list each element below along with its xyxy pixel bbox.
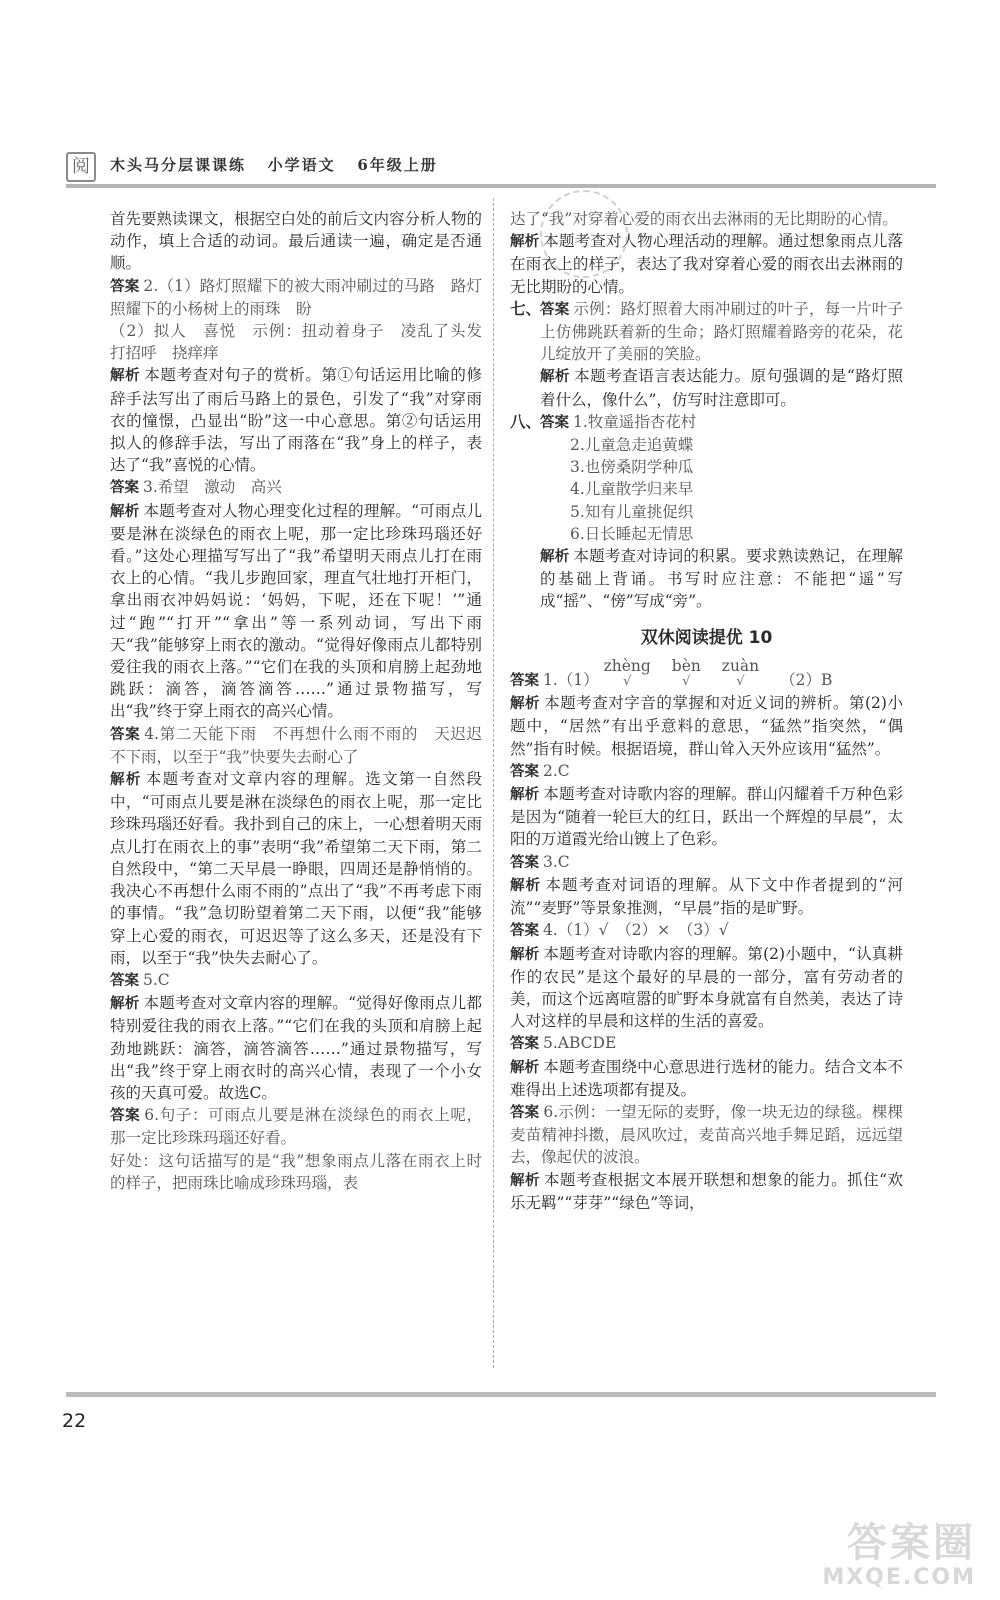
answer-b3 — [510, 851, 903, 874]
analysis-label: 解析 — [110, 772, 142, 789]
pinyin-item — [603, 655, 651, 690]
analysis-label: 解析 — [510, 946, 540, 963]
analysis-label: 解析 — [510, 1059, 540, 1076]
pinyin-item — [721, 655, 760, 690]
section-8 — [510, 411, 903, 613]
answer-continued: 达了“我”对穿着心爱的雨衣出去淋雨的无比期盼的心情。 — [510, 210, 898, 228]
answer-6 — [110, 1104, 482, 1149]
answer-text: 示例：路灯照着大雨冲刷过的叶子，每一片叶子上仿佛跳跃着新的生命；路灯照耀着路旁的花朵，花儿绽放开了美丽的笑脸。 — [540, 299, 904, 364]
analysis-label: 解析 — [510, 787, 540, 804]
answer-text: 2.（1）路灯照耀下的被大雨冲刷过的马路 路灯照耀下的小杨树上的雨珠 盼 — [110, 276, 483, 318]
analysis-label: 解析 — [540, 369, 571, 386]
answer-label: 答案 — [110, 972, 139, 989]
check-icon: √ — [682, 674, 691, 690]
analysis-text: 本题考查根据文本展开联想和想象的能力。抓住“欢乐无羁”“芽芽”“绿色”等词， — [510, 1170, 903, 1212]
watermark-logo — [776, 1521, 976, 1590]
pinyin-item — [671, 655, 701, 690]
analysis-text: 本题考查对句子的赏析。第①句话运用比喻的修辞手法写出了雨后马路上的景色，引发了“我”对穿雨衣的憧憬，凸显出“盼”这一中心意思。第②句话运用拟人的修辞手法，写出了雨落在“我”身上的样子，表达了“我”喜悦的心情。 — [110, 366, 482, 475]
analysis-label: 解析 — [510, 696, 541, 713]
list-item: 5.知有儿童挑促织 — [570, 502, 694, 521]
section-7 — [510, 298, 903, 411]
analysis-label: 解析 — [110, 503, 140, 520]
answer-label: 答案 — [540, 301, 570, 318]
header-rule — [66, 184, 936, 188]
analysis-label: 解析 — [510, 1172, 540, 1189]
analysis-5 — [110, 992, 482, 1104]
analysis-3 — [110, 500, 482, 723]
answer-b2 — [510, 760, 903, 783]
answer-label: 答案 — [510, 1036, 539, 1053]
answer-text: 5.C — [143, 970, 170, 989]
analysis-8 — [540, 545, 903, 613]
section-heading: 双休阅读提优 10 — [640, 627, 773, 648]
analysis-b3 — [510, 874, 903, 919]
answer-b6 — [510, 1101, 903, 1169]
text: 首先要熟读课文，根据空白处的前后文内容分析人物的动作，填上合适的动词。最后通读一遍，确定是否通顺。 — [110, 210, 483, 273]
analysis-text: 本题考查对人物心理变化过程的理解。“可雨点儿要是淋在淡绿色的雨衣上呢，那一定比珍珠玛瑙还好看。”这处心理描写写出了“我”希望明天雨点儿打在雨衣上的心情。“我儿步跑回家，理直气壮地打开柜门，拿出雨衣冲妈妈说：‘妈妈，下呢，还在下呢！’”通过“跑”“打开”“拿出”等一系列动词，写出下雨天“我”能够穿上雨衣的激动。“觉得好像雨点儿都特别爱往我的雨衣上落。”“它们在我的头顶和肩膀上起劲地跳跃：滴答，滴答滴答……”通过景物描写，写出“我”终于穿上雨衣的高兴心情。 — [110, 501, 482, 721]
analysis-text: 本题考查对字音的掌握和对近义词的辨析。第(2)小题中，“居然”有出乎意料的意思，“猛然”指突然，“偶然”指有时候。根据语境，群山耸入天外应该用“猛然”。 — [510, 694, 903, 758]
analysis-text: 本题考查围绕中心意思进行选材的能力。结合文本不难得出上述选项都有提及。 — [510, 1057, 903, 1099]
analysis-label: 解析 — [110, 996, 140, 1013]
book-logo-icon: 阅 — [66, 152, 96, 182]
answer-text: 1.（1） — [543, 671, 599, 690]
answer-2b: （2）拟人 喜悦 示例：扭动着身子 凌乱了头发 打招呼 挠痒痒 — [110, 322, 498, 363]
answer-2 — [110, 275, 482, 320]
column-divider — [493, 198, 494, 1368]
pinyin: bèn — [671, 656, 701, 675]
analysis-text: 本题考查对诗歌内容的理解。第(2)小题中，“认真耕作的农民”是这个最好的早晨的一部分，富有劳动者的美，而这个远离喧嚣的旷野本身就富有自然美，表达了诗人对这样的早晨和这样的生活的喜爱。 — [510, 944, 903, 1031]
answer-4 — [110, 723, 482, 768]
answer-b5 — [510, 1032, 903, 1055]
answer-label: 答案 — [110, 726, 141, 743]
answer-8 — [540, 411, 903, 434]
list-item: 1.牧童遥指杏花村 — [573, 412, 697, 431]
analysis-label: 解析 — [510, 877, 542, 894]
answer-text: 6.示例：一望无际的麦野，像一块无边的绿毯。棵棵麦苗精神抖擞，晨风吹过，麦苗高兴地手舞足蹈，远远望去，像起伏的波浪。 — [510, 1102, 904, 1167]
answer-text: 5.ABCDE — [543, 1034, 617, 1053]
analysis-continued — [510, 230, 903, 298]
left-column — [110, 208, 498, 1194]
analysis-4 — [110, 768, 482, 969]
list-item: 3.也傍桑阴学种瓜 — [570, 458, 694, 477]
answer-label: 答案 — [510, 854, 539, 871]
answer-label: 答案 — [510, 923, 539, 940]
analysis-b1 — [510, 692, 903, 760]
answer-label: 答案 — [510, 673, 539, 690]
watermark-title: 答案圈 — [847, 1520, 976, 1566]
analysis-text: 本题考查对诗歌内容的理解。群山闪耀着千万种色彩是因为“随着一轮巨大的红日，跃出一个辉煌的早晨”，太阳的万道霞光给山镀上了色彩。 — [510, 785, 903, 849]
answer-text: 4.（1）√ （2）× （3）√ — [543, 921, 729, 940]
answer-text: 3.C — [543, 852, 570, 871]
answer-3 — [110, 476, 482, 499]
answer-7 — [540, 298, 903, 366]
list-item: 2.儿童急走追黄蝶 — [570, 436, 694, 455]
analysis-text: 本题考查对人物心理活动的理解。通过想象雨点儿落在雨衣上的样子，表达了我对穿着心爱的雨衣出去淋雨的无比期盼的心情。 — [510, 232, 903, 296]
analysis-b6 — [510, 1169, 903, 1214]
footer-rule — [66, 1392, 936, 1397]
analysis-text: 本题考查对文章内容的理解。选文第一自然段中，“可雨点儿要是淋在淡绿色的雨衣上呢，那一定比珍珠玛瑙还好看。我扑到自己的床上，一心想着明天雨点儿打在雨衣上的事”表明“我”希望第二天下雨，第二自然段中，“第二天早晨一睁眼，四周还是静悄悄的。我决心不再想什么雨不雨的”点出了“我”不再考虑下雨的事情。“我”急切盼望着第二天下雨，以便“我”能够穿上心爱的雨衣，可迟迟等了这么多天，还是没有下雨，以至于“我”快失去耐心了。 — [110, 770, 483, 967]
answer-text: 2.C — [543, 761, 570, 780]
analysis-label: 解析 — [540, 549, 570, 566]
answer-label: 答案 — [540, 414, 569, 431]
paragraph — [110, 208, 482, 275]
answer-6b: 好处：这句话描写的是“我”想象雨点儿落在雨衣上时的样子，把雨珠比喻成珍珠玛瑙，表 — [110, 1151, 482, 1192]
check-icon: √ — [736, 674, 745, 690]
analysis-7 — [540, 365, 903, 410]
right-column — [510, 208, 903, 1214]
analysis-b5 — [510, 1056, 903, 1101]
analysis-text: 本题考查语言表达能力。原句强调的是“路灯照着什么，像什么”，仿写时注意即可。 — [540, 367, 904, 409]
analysis-2 — [110, 364, 482, 476]
answer-label: 答案 — [110, 1108, 141, 1125]
check-icon: √ — [623, 674, 632, 690]
section-number: 八、 — [510, 412, 542, 431]
page-number: 22 — [62, 1410, 87, 1432]
answer-b1 — [510, 655, 903, 692]
pinyin: zuàn — [721, 656, 760, 675]
list-item: 6.日长睡起无情思 — [570, 524, 694, 543]
analysis-b2 — [510, 783, 903, 851]
answer-text: 3.希望 激动 高兴 — [143, 478, 282, 497]
section-number: 七、 — [510, 299, 542, 318]
analysis-b4 — [510, 943, 903, 1033]
pinyin: zhèng — [603, 656, 651, 675]
analysis-text: 本题考查对文章内容的理解。“觉得好像雨点儿都特别爱往我的雨衣上落。”“它们在我的头顶和肩膀上起劲地跳跃：滴答，滴答滴答……”通过景物描写，写出“我”终于穿上雨衣时的高兴心情，表现了一个小女孩的天真可爱。故选C。 — [110, 994, 482, 1102]
list-item: 4.儿童散学归来早 — [570, 480, 694, 499]
answer-text: （2）B — [780, 671, 833, 690]
analysis-text: 本题考查对词语的理解。从下文中作者提到的“河流”“麦野”等景象推测，“早晨”指的是旷野。 — [510, 875, 903, 918]
analysis-label: 解析 — [510, 234, 540, 251]
answer-label: 答案 — [510, 1104, 540, 1121]
analysis-label: 解析 — [110, 368, 141, 385]
watermark-url: MXQE.COM — [822, 1565, 976, 1590]
answer-text: 4.第二天能下雨 不再想什么雨不雨的 天迟迟不下雨，以至于“我”快要失去耐心了 — [110, 724, 482, 766]
answer-b4 — [510, 919, 903, 942]
book-title: 木头马分层课课练 小学语文 6年级上册 — [110, 156, 438, 174]
analysis-text: 本题考查对诗词的积累。要求熟读熟记，在理解的基础上背诵。书写时应注意：不能把“遥”写成“摇”、“傍”写成“旁”。 — [540, 547, 904, 611]
answer-label: 答案 — [110, 480, 139, 497]
answer-label: 答案 — [110, 278, 140, 295]
page-header — [66, 150, 936, 184]
answer-label: 答案 — [510, 763, 539, 780]
answer-text: 6.句子：可雨点儿要是淋在淡绿色的雨衣上呢，那一定比珍珠玛瑙还好看。 — [110, 1106, 482, 1148]
answer-5 — [110, 969, 482, 992]
